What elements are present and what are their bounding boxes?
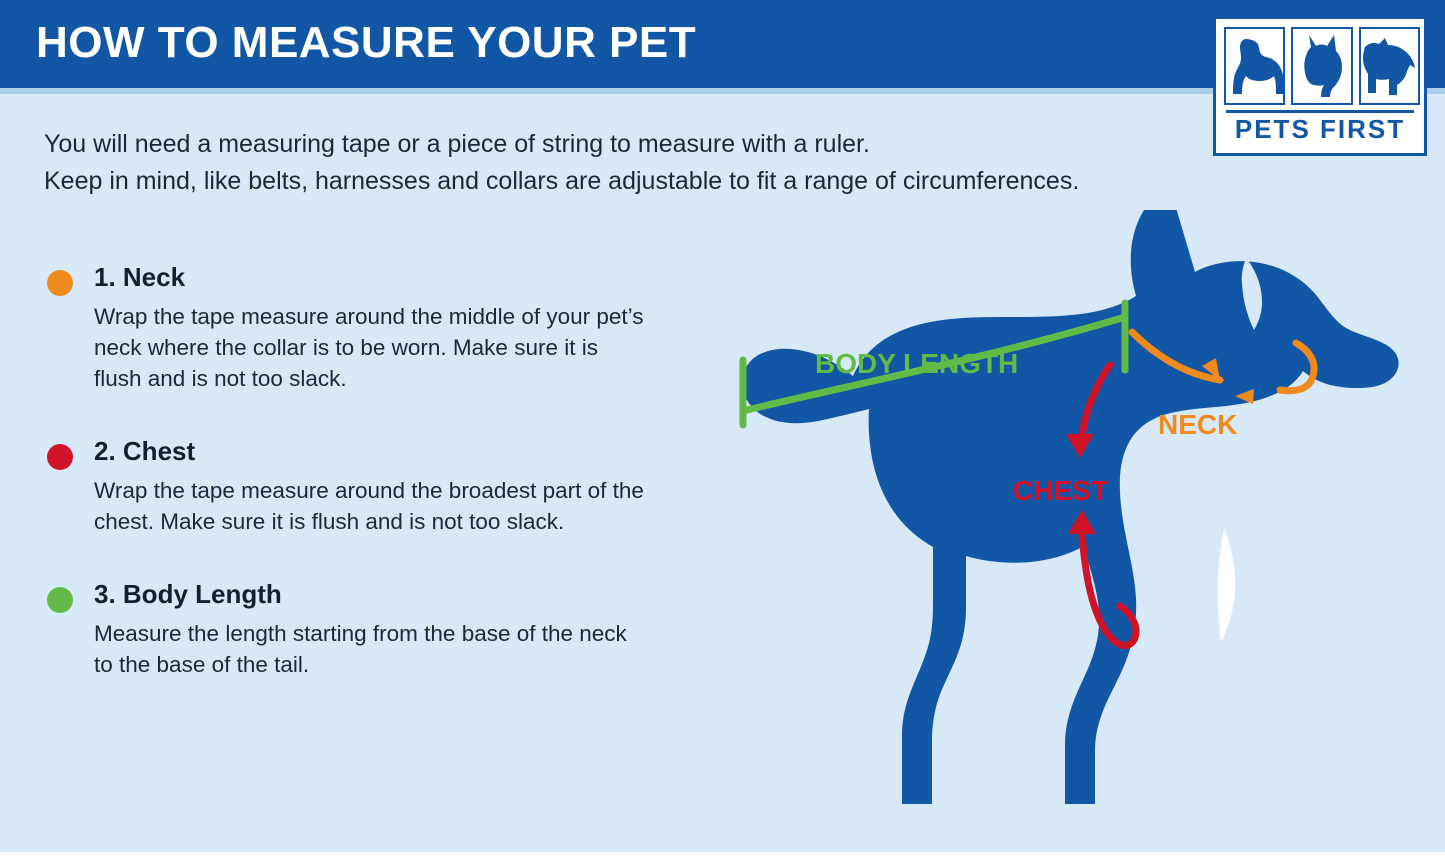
dog-leg-highlight	[1218, 528, 1236, 642]
label-chest: CHEST	[1013, 475, 1108, 506]
intro-text	[44, 126, 1314, 200]
step-neck-title: 1. Neck	[94, 262, 186, 292]
bullet-body-length-icon	[47, 587, 73, 613]
step-chest	[44, 436, 644, 537]
step-chest-body: Wrap the tape measure around the broadest part of the chest. Make sure it is flush and is not too slack.	[94, 478, 644, 534]
dog-measurement-diagram	[620, 210, 1430, 850]
label-body-length: BODY LENGTH	[815, 348, 1019, 379]
logo-divider	[1226, 110, 1414, 113]
step-body-length	[44, 579, 644, 680]
step-body-length-body: Measure the length starting from the base of the neck to the base of the tail.	[94, 621, 627, 677]
step-chest-title: 2. Chest	[94, 436, 196, 466]
logo-pet-silhouettes	[1224, 27, 1420, 105]
logo-dog-standing-icon	[1359, 27, 1420, 105]
dog-silhouette-icon	[742, 210, 1398, 804]
step-body-length-title: 3. Body Length	[94, 579, 282, 609]
logo-cat-icon	[1291, 27, 1352, 105]
bottom-strip	[0, 852, 1445, 860]
page-title: HOW TO MEASURE YOUR PET	[36, 18, 697, 67]
label-neck: NECK	[1158, 409, 1238, 440]
step-neck	[44, 262, 644, 394]
logo-dog-sitting-icon	[1224, 27, 1285, 105]
step-neck-body: Wrap the tape measure around the middle of your pet’s neck where the collar is to be worn. Make sure it is flush and is not too slack.	[94, 304, 644, 391]
bullet-neck-icon	[47, 270, 73, 296]
bullet-chest-icon	[47, 444, 73, 470]
steps-list	[44, 262, 644, 722]
intro-line-2: Keep in mind, like belts, harnesses and collars are adjustable to fit a range of circumferences.	[44, 167, 1080, 195]
logo-brand-text: PETS FIRST	[1234, 114, 1406, 144]
intro-line-1: You will need a measuring tape or a piece of string to measure with a ruler.	[44, 130, 870, 158]
